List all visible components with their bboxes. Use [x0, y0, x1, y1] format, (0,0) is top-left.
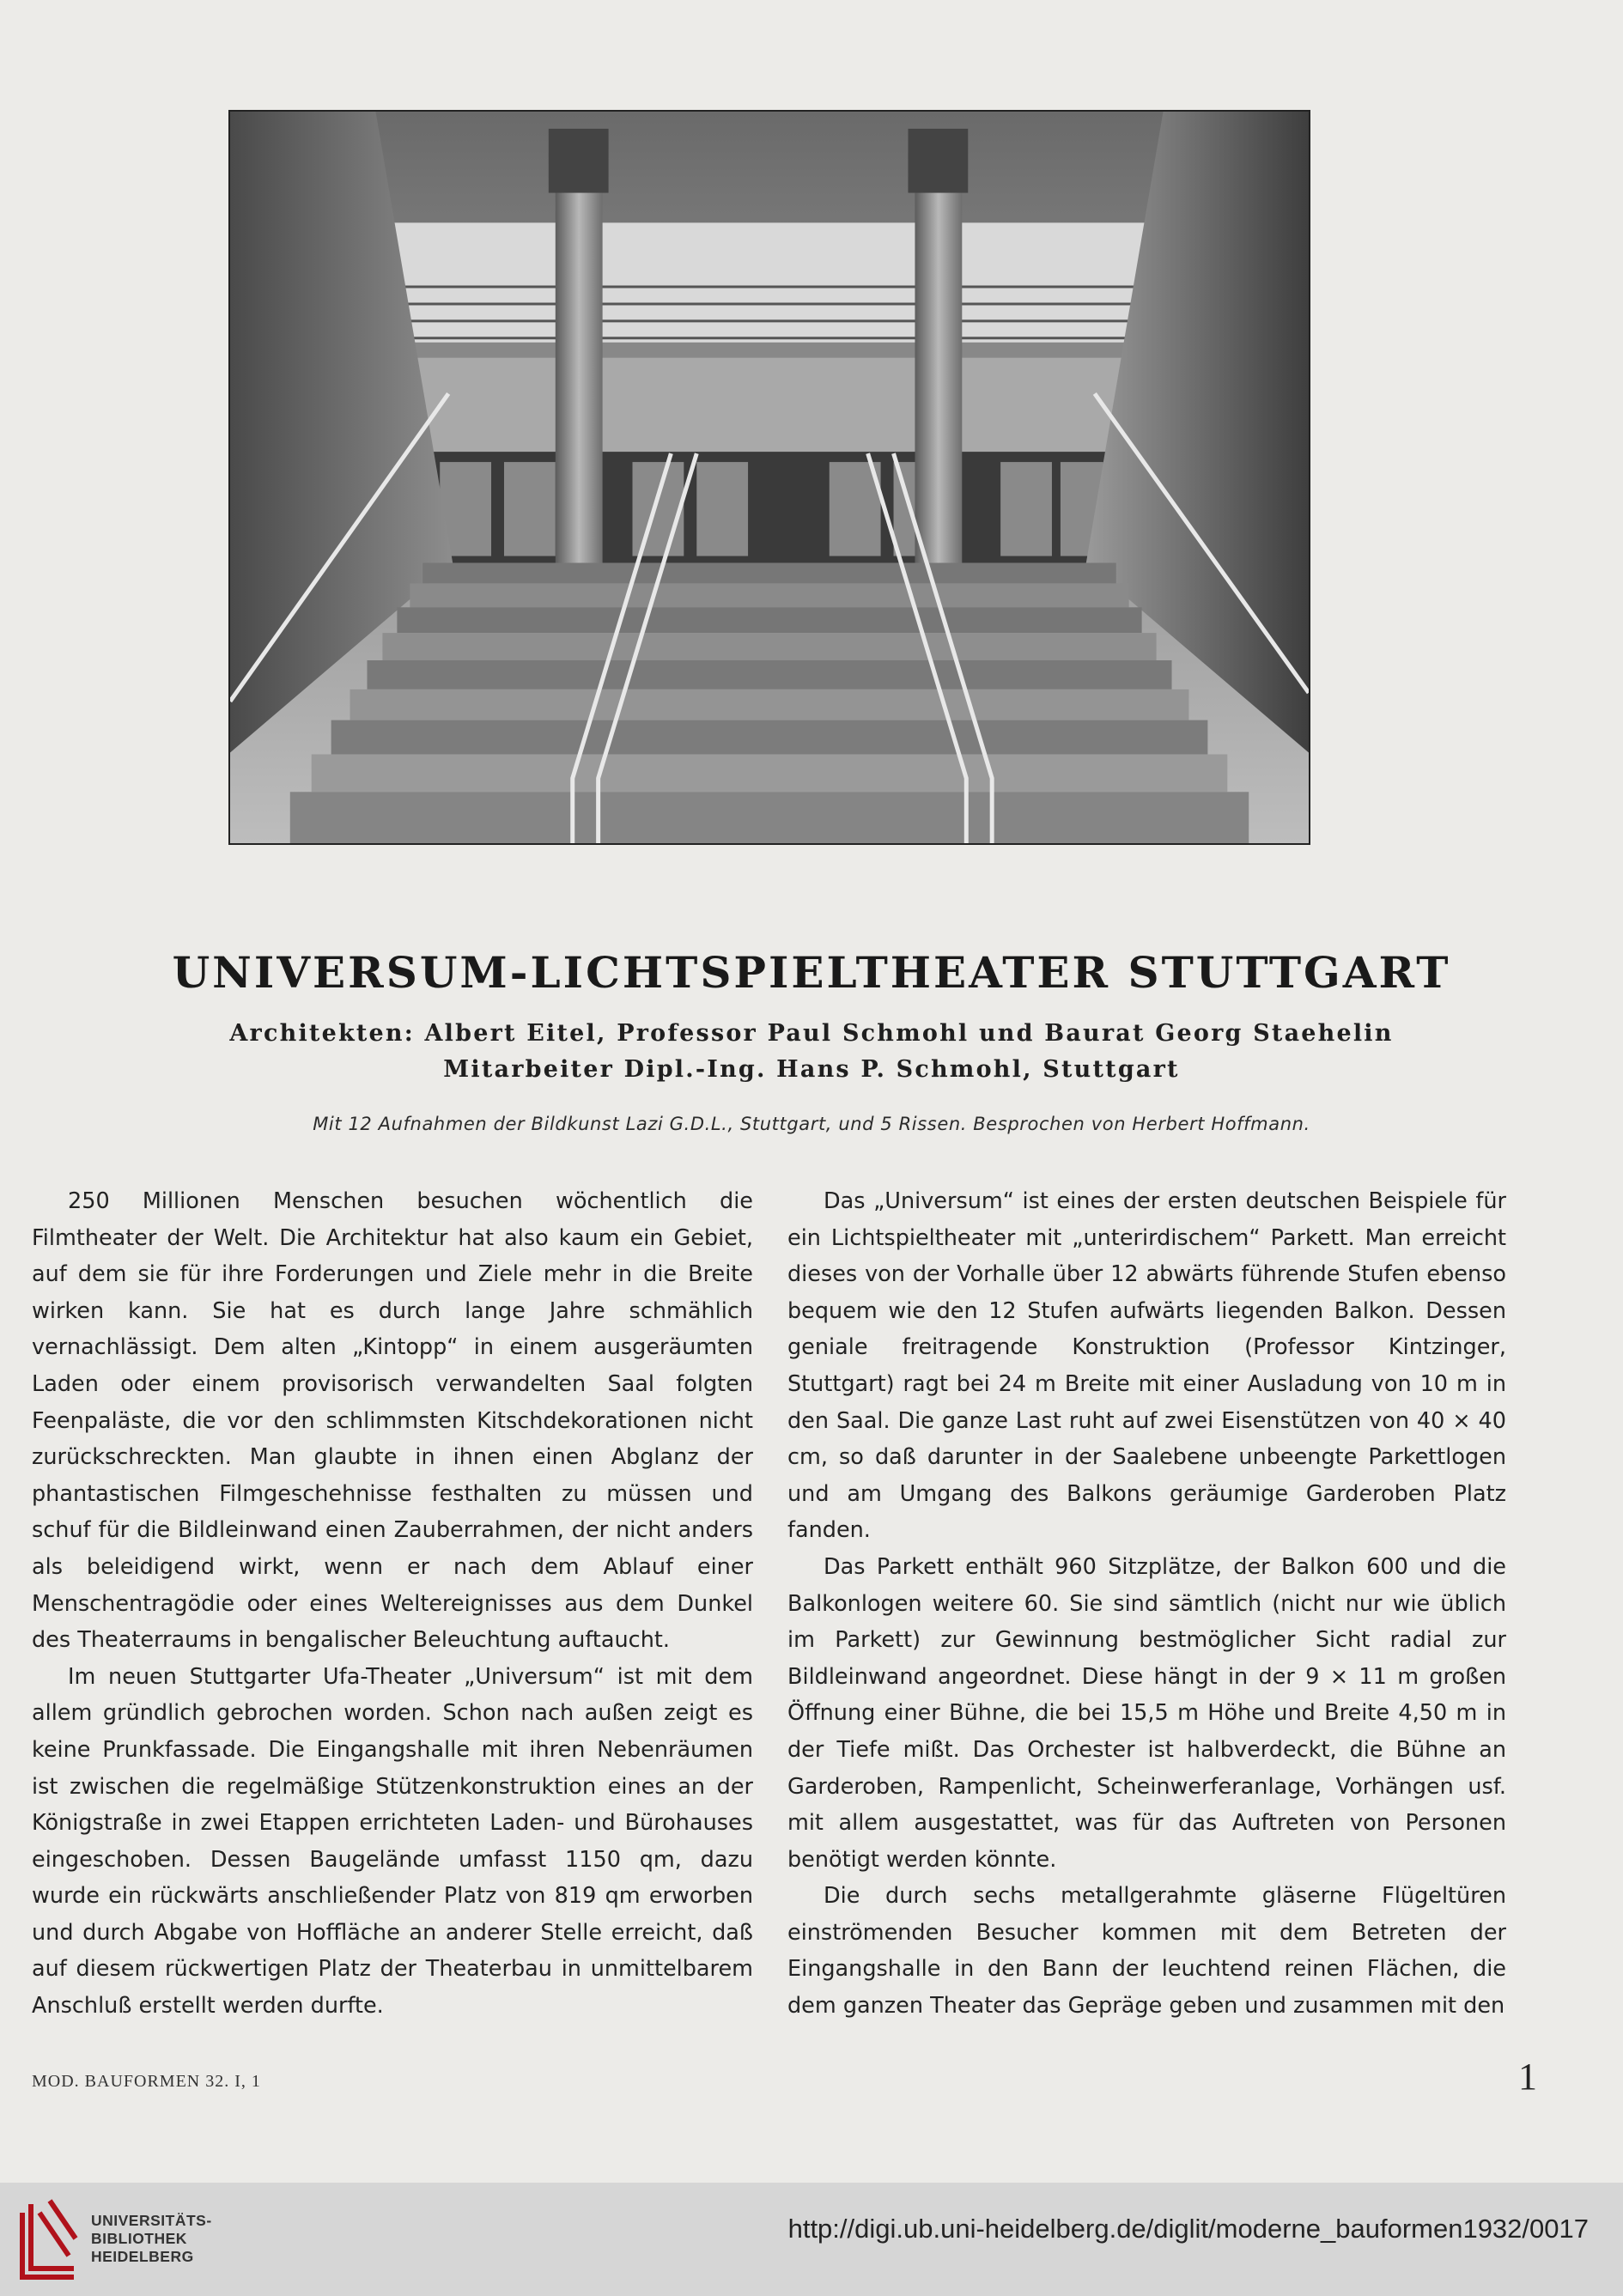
- source-url-link[interactable]: http://digi.ub.uni-heidelberg.de/diglit/moderne_bauformen1932/0017: [787, 2214, 1589, 2244]
- right-column: [787, 1183, 1506, 2025]
- staircase-illustration: [230, 112, 1309, 843]
- journal-reference: MOD. BAUFORMEN 32. I, 1: [32, 2072, 261, 2091]
- page-number: 1: [1518, 2056, 1537, 2098]
- paragraph: Das „Universum“ ist eines der ersten deutschen Beispiele für ein Lichtspieltheater mit „unterirdischem“ Parkett. Man erreicht dieses von der Vorhalle über 12 abwärts führende Stufen ebenso bequem wie den 12 Stufen aufwärts liegenden Balkon. Dessen geniale freitragende Konstruktion (Professor Kintzinger, Stuttgart) ragt bei 24 m Breite mit einer Ausladung von 10 m in den Saal. Die ganze Last ruht auf zwei Eisenstützen von 40 × 40 cm, so daß darunter in der Saalebene unbeengte Parkettlogen und am Umgang des Balkons geräumige Garderoben Platz fanden.: [787, 1188, 1506, 1544]
- collaborator-line: Mitarbeiter Dipl.-Ing. Hans P. Schmohl, Stuttgart: [443, 1056, 1180, 1083]
- paragraph: Die durch sechs metallgerahmte gläserne Flügeltüren einströmenden Besucher kommen mit dem Betreten der Eingangshalle in den Bann der leuchtend reinen Flächen, die dem ganzen Theater das Gepräge geben und zusammen mit den: [787, 1883, 1506, 2020]
- logo-line: UNIVERSITÄTS-: [91, 2212, 212, 2229]
- library-logo-text: [91, 2212, 212, 2266]
- article-title: UNIVERSUM-LICHTSPIELTHEATER STUTTGART: [172, 947, 1451, 998]
- library-logo-icon: [15, 2196, 80, 2281]
- architects-line: Architekten: Albert Eitel, Professor Paul Schmohl und Baurat Georg Staehelin: [229, 1020, 1394, 1047]
- staircase-photo: [228, 110, 1310, 845]
- logo-line: BIBLIOTHEK: [91, 2230, 187, 2247]
- photo-credits: Mit 12 Aufnahmen der Bildkunst Lazi G.D.L., Stuttgart, und 5 Rissen. Besprochen von Herbert Hoffmann.: [313, 1114, 1310, 1134]
- paragraph: Im neuen Stuttgarter Ufa-Theater „Universum“ ist mit dem allem gründlich gebrochen worden. Schon nach außen zeigt es keine Prunkfassade. Die Eingangshalle mit ihren Nebenräumen ist zwischen die regelmäßige Stützenkonstruktion eines an der Königstraße in zwei Etappen errichteten Laden- und Bürohauses eingeschoben. Dessen Baugelände umfasst 1150 qm, dazu wurde ein rückwärts anschließender Platz von 819 qm erworben und durch Abgabe von Hoffläche an anderer Stelle erreicht, daß auf diesem rückwertigen Platz der Theaterbau in unmittelbarem Anschluß erstellt werden durfte.: [32, 1663, 753, 2020]
- paragraph: Das Parkett enthält 960 Sitzplätze, der Balkon 600 und die Balkonlogen weitere 60. Sie sind sämtlich (nicht nur wie üblich im Parkett) zur Gewinnung bestmöglicher Sicht radial zur Bildleinwand angeordnet. Diese hängt in der 9 × 11 m großen Öffnung einer Bühne, die bei 15,5 m Höhe und Breite 4,50 m in der Tiefe mißt. Das Orchester ist halbverdeckt, die Bühne an Garderoben, Rampenlicht, Scheinwerferanlage, Vorhängen usf. mit allem ausgestattet, was für das Auftreten von Personen benötigt werden könnte.: [787, 1553, 1506, 1873]
- left-column: [32, 1183, 753, 2025]
- logo-line: HEIDELBERG: [91, 2248, 194, 2265]
- paragraph: 250 Millionen Menschen besuchen wöchentlich die Filmtheater der Welt. Die Architektur hat also kaum ein Gebiet, auf dem sie für ihre Forderungen und Ziele mehr in die Breite wirken kann. Sie hat es durch lange Jahre schmählich vernachlässigt. Dem alten „Kintopp“ in einem ausgeräumten Laden oder einem provisorisch verwandelten Saal folgten Feenpaläste, die vor den schlimmsten Kitschdekorationen nicht zurückschreckten. Man glaubte in ihnen einen Abglanz der phantastischen Filmgeschehnisse festhalten zu müssen und schuf für die Bildleinwand einen Zauberrahmen, der nicht anders als beleidigend wirkt, wenn er nach dem Ablauf einer Menschentragödie oder eines Weltereignisses aus dem Dunkel des Theaterraums in bengalischer Beleuchtung auftaucht.: [32, 1188, 753, 1654]
